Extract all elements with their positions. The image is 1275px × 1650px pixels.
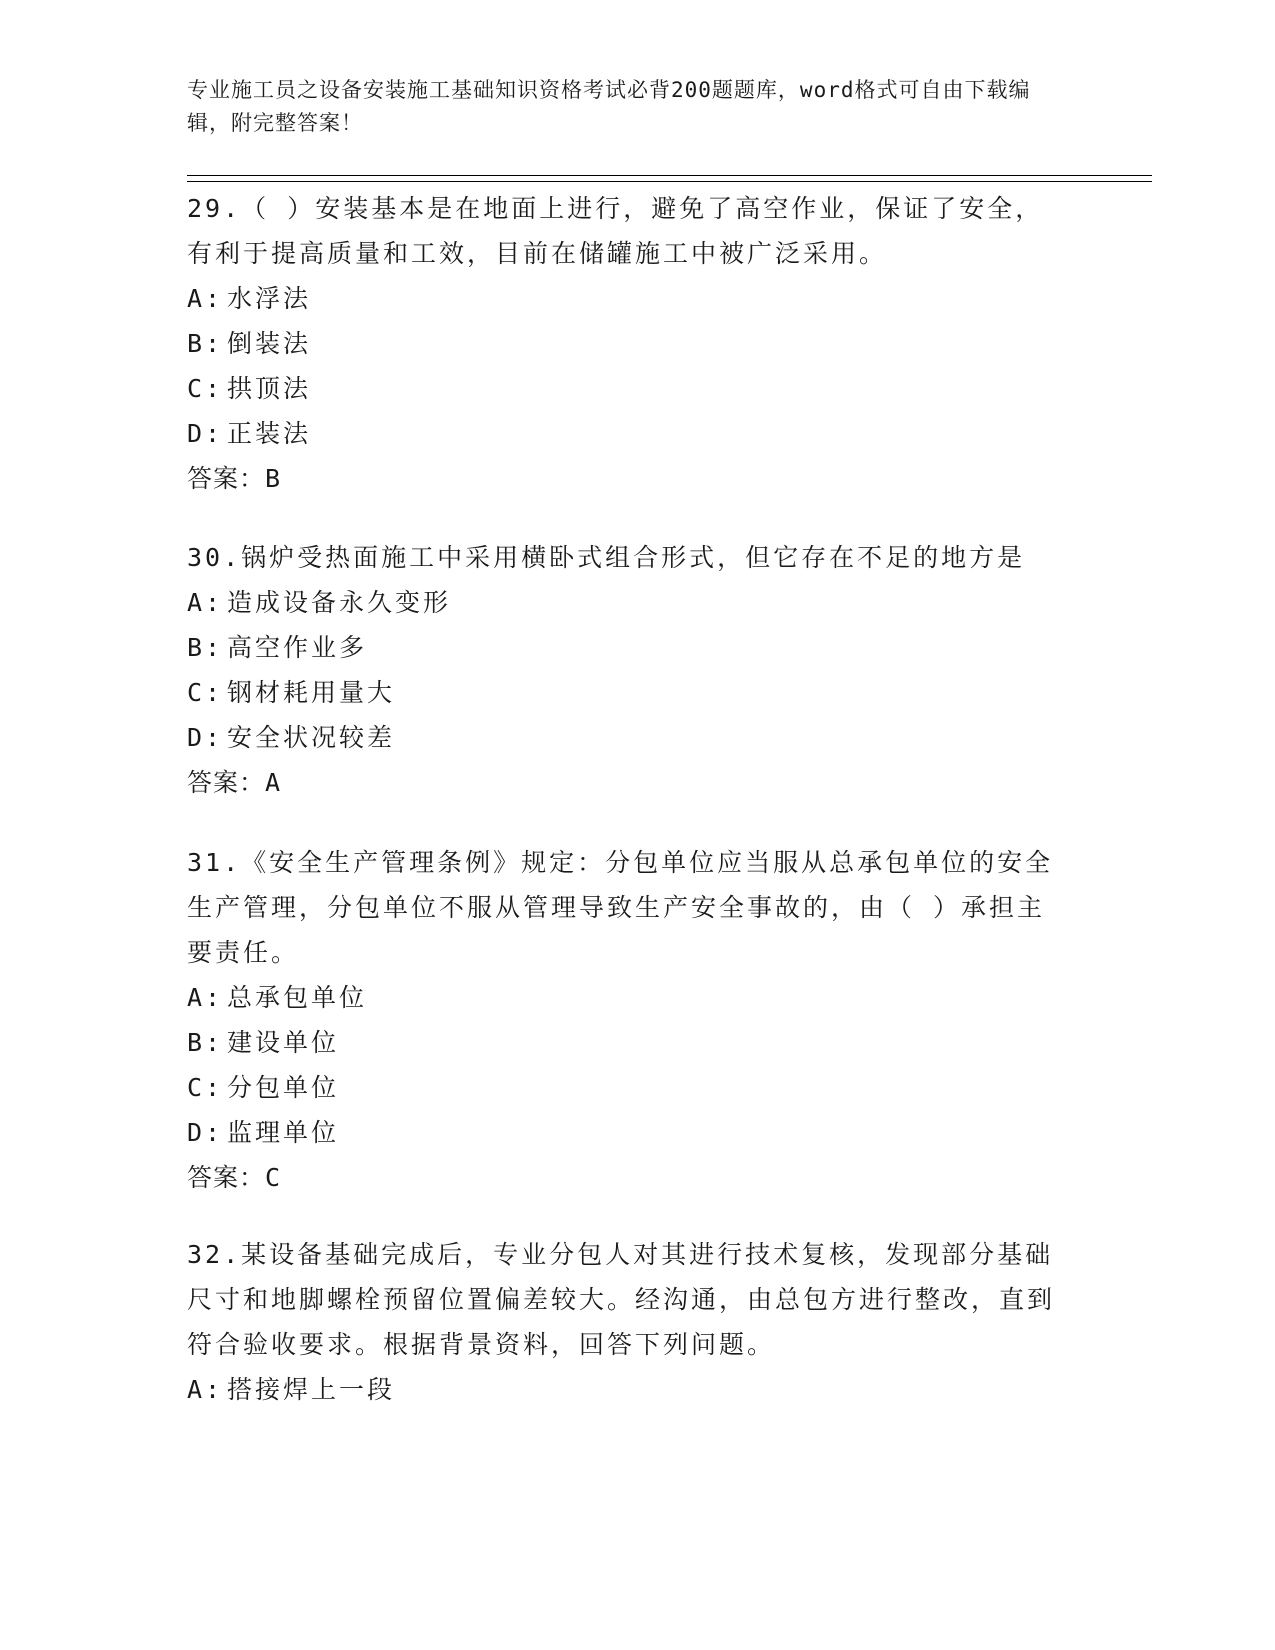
answer-value: A bbox=[265, 768, 282, 797]
answer-line bbox=[187, 1155, 1067, 1200]
option-key: D: bbox=[187, 1118, 224, 1147]
option-text: 总承包单位 bbox=[227, 983, 368, 1012]
question-stem: 31.《安全生产管理条例》规定：分包单位应当服从总承包单位的安全生产管理，分包单位不服从管理导致生产安全事故的，由（ ）承担主要责任。 bbox=[187, 848, 1054, 967]
option-key: B: bbox=[187, 329, 224, 358]
option-key: C: bbox=[187, 374, 224, 403]
option-text: 建设单位 bbox=[227, 1028, 340, 1057]
option-text: 正装法 bbox=[227, 419, 312, 448]
question-stem: 32.某设备基础完成后，专业分包人对其进行技术复核，发现部分基础尺寸和地脚螺栓预留位置偏差较大。经沟通，由总包方进行整改，直到符合验收要求。根据背景资料，回答下列问题。 bbox=[187, 1240, 1056, 1359]
option-d bbox=[187, 1110, 1067, 1155]
option-text: 高空作业多 bbox=[227, 633, 368, 662]
header-divider-top bbox=[187, 175, 1152, 176]
answer-label: 答案： bbox=[187, 1163, 266, 1192]
option-a bbox=[187, 580, 1067, 625]
option-c bbox=[187, 1065, 1067, 1110]
answer-line bbox=[187, 760, 1067, 805]
option-b bbox=[187, 1020, 1067, 1065]
option-b bbox=[187, 321, 1067, 366]
option-key: A: bbox=[187, 284, 224, 313]
option-key: D: bbox=[187, 723, 224, 752]
option-b bbox=[187, 625, 1067, 670]
option-text: 钢材耗用量大 bbox=[227, 678, 396, 707]
option-c bbox=[187, 670, 1067, 715]
answer-label: 答案： bbox=[187, 768, 266, 797]
option-text: 造成设备永久变形 bbox=[227, 588, 452, 617]
option-key: A: bbox=[187, 588, 224, 617]
option-key: B: bbox=[187, 633, 224, 662]
question-32 bbox=[187, 1232, 1067, 1412]
header-divider-bottom bbox=[187, 181, 1152, 182]
question-29 bbox=[187, 186, 1067, 501]
question-30 bbox=[187, 535, 1067, 805]
question-31 bbox=[187, 840, 1067, 1200]
option-text: 监理单位 bbox=[227, 1118, 340, 1147]
option-key: A: bbox=[187, 1375, 224, 1404]
option-key: B: bbox=[187, 1028, 224, 1057]
option-key: C: bbox=[187, 678, 224, 707]
option-text: 拱顶法 bbox=[227, 374, 312, 403]
option-d bbox=[187, 411, 1067, 456]
option-a bbox=[187, 1367, 1067, 1412]
option-text: 搭接焊上一段 bbox=[227, 1375, 396, 1404]
answer-value: C bbox=[265, 1163, 282, 1192]
option-key: D: bbox=[187, 419, 224, 448]
option-key: C: bbox=[187, 1073, 224, 1102]
answer-line bbox=[187, 456, 1067, 501]
option-text: 安全状况较差 bbox=[227, 723, 396, 752]
option-text: 水浮法 bbox=[227, 284, 312, 313]
option-text: 倒装法 bbox=[227, 329, 312, 358]
option-d bbox=[187, 715, 1067, 760]
document-header-note: 专业施工员之设备安装施工基础知识资格考试必背200题题库，word格式可自由下载编辑，附完整答案！ bbox=[187, 78, 1031, 135]
option-text: 分包单位 bbox=[227, 1073, 340, 1102]
question-stem: 29.（ ）安装基本是在地面上进行，避免了高空作业，保证了安全，有利于提高质量和工效，目前在储罐施工中被广泛采用。 bbox=[187, 194, 1044, 268]
option-key: A: bbox=[187, 983, 224, 1012]
option-a bbox=[187, 975, 1067, 1020]
answer-value: B bbox=[265, 464, 282, 493]
answer-label: 答案： bbox=[187, 464, 266, 493]
option-c bbox=[187, 366, 1067, 411]
option-a bbox=[187, 276, 1067, 321]
question-stem: 30.锅炉受热面施工中采用横卧式组合形式，但它存在不足的地方是 bbox=[187, 543, 1026, 572]
